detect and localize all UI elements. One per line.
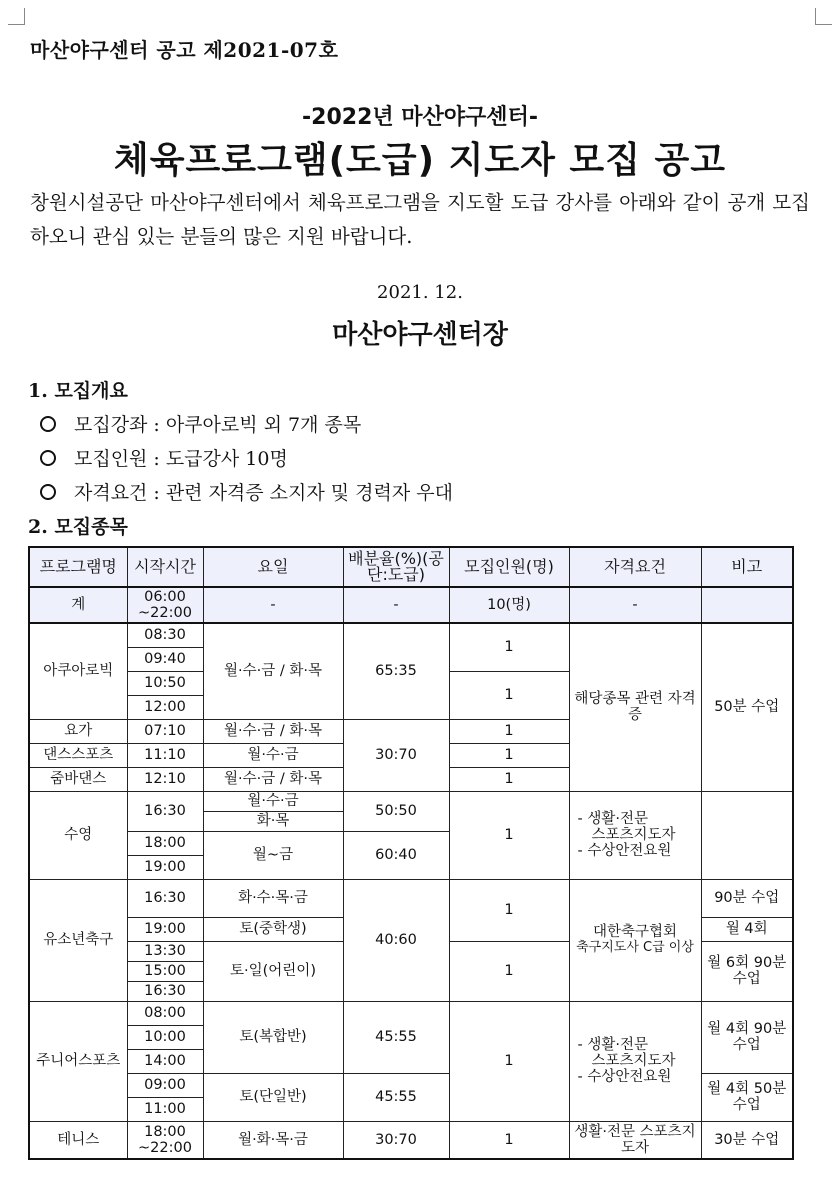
qual: 생활·전문 스포츠지도자 (569, 1121, 701, 1159)
section-programs-title: 2. 모집종목 (28, 516, 128, 538)
table-row (29, 879, 793, 917)
table-row (29, 623, 793, 647)
days: 토(단일반) (203, 1073, 343, 1121)
start-time: 09:00 (127, 1073, 203, 1097)
days: 월·수·금 (203, 743, 343, 767)
start-time: 15:00 (127, 961, 203, 981)
start-time: 11:00 (127, 1097, 203, 1121)
ratio: 30:70 (343, 719, 449, 791)
overview-label: 모집강좌 (74, 414, 148, 436)
ratio: 40:60 (343, 879, 449, 1001)
total-ratio: - (343, 587, 449, 623)
signer: 마산야구센터장 (332, 320, 508, 350)
start-time: 19:00 (127, 855, 203, 879)
start-time: 19:00 (127, 917, 203, 941)
start-time: 12:00 (127, 695, 203, 719)
start-time: 10:00 (127, 1025, 203, 1049)
subtitle: -2022년 마산야구센터- (302, 105, 538, 130)
days: 월·수·금 (203, 791, 343, 811)
ratio: 65:35 (343, 623, 449, 719)
qual-line: 스포츠지도자 (591, 1053, 676, 1069)
ratio: 50:50 (343, 791, 449, 831)
recruit: 1 (449, 879, 569, 941)
note: 월 6회 90분 수업 (701, 941, 793, 1001)
recruit: 1 (449, 623, 569, 671)
days: 토(중학생) (203, 917, 343, 941)
total-qual: - (569, 587, 701, 623)
circle-bullet-icon (40, 416, 56, 432)
start-time: 18:00 ~22:00 (127, 1121, 203, 1159)
ratio: 45:55 (343, 1001, 449, 1073)
qual-line: 스포츠지도자 (591, 827, 676, 843)
overview-value: 관련 자격증 소지자 및 경력자 우대 (165, 482, 453, 504)
qual-line: 축구지도사 C급 이상 (576, 940, 694, 955)
colon: : (153, 448, 160, 470)
qual-line: - 수상안전요원 (577, 1069, 672, 1085)
table-row (29, 791, 793, 811)
note-50: 50분 수업 (701, 623, 793, 791)
days: 화·수·목·금 (203, 879, 343, 917)
start-time: 14:00 (127, 1049, 203, 1073)
overview-item (40, 410, 361, 437)
recruit: 1 (449, 767, 569, 791)
overview-value: 도급강사 10명 (165, 448, 288, 470)
program-yoga: 요가 (29, 719, 127, 743)
start-time: 08:00 (127, 1001, 203, 1025)
colon: : (153, 414, 160, 436)
table-row (29, 1121, 793, 1159)
days: 토(복합반) (203, 1001, 343, 1073)
start-time: 12:10 (127, 767, 203, 791)
overview-value: 아쿠아로빅 외 7개 종목 (165, 414, 362, 436)
recruit: 1 (449, 743, 569, 767)
start-time: 11:10 (127, 743, 203, 767)
qual-junior (569, 1001, 701, 1121)
program-zumba: 줌바댄스 (29, 767, 127, 791)
corner-mark-right (815, 8, 832, 25)
days: 월~금 (203, 831, 343, 879)
days: 월·수·금 / 화·목 (203, 767, 343, 791)
header-qual: 자격요건 (569, 547, 701, 587)
days: 월·수·금 / 화·목 (203, 623, 343, 719)
page-title: 체육프로그램(도급) 지도자 모집 공고 (113, 140, 727, 181)
start-time: 18:00 (127, 831, 203, 855)
overview-item (40, 478, 453, 505)
program-dance: 댄스스포츠 (29, 743, 127, 767)
total-row (29, 587, 793, 623)
note: 90분 수업 (701, 879, 793, 917)
header-program: 프로그램명 (29, 547, 127, 587)
header-days: 요일 (203, 547, 343, 587)
program-table (28, 546, 794, 1160)
overview-item (40, 444, 288, 471)
start-time: 16:30 (127, 791, 203, 831)
start-time: 07:10 (127, 719, 203, 743)
note: 30분 수업 (701, 1121, 793, 1159)
program-aqua: 아쿠아로빅 (29, 623, 127, 719)
recruit: 1 (449, 941, 569, 1001)
total-time: 06:00 ~22:00 (127, 587, 203, 623)
header-note: 비고 (701, 547, 793, 587)
start-time: 16:30 (127, 879, 203, 917)
circle-bullet-icon (40, 484, 56, 500)
section-overview-title: 1. 모집개요 (28, 380, 128, 402)
qual-line: - 수상안전요원 (577, 843, 672, 859)
intro-text: 창원시설공단 마산야구센터에서 체육프로그램을 지도할 도급 강사를 아래와 같이 공개 모집하오니 관심 있는 분들의 많은 지원 바랍니다. (30, 191, 810, 248)
total-recruit: 10(명) (449, 587, 569, 623)
overview-label: 자격요건 (74, 482, 148, 504)
days: 토·일(어린이) (203, 941, 343, 1001)
total-days: - (203, 587, 343, 623)
recruit: 1 (449, 791, 569, 879)
days: 월·화·목·금 (203, 1121, 343, 1159)
total-note (701, 587, 793, 623)
program-swim: 수영 (29, 791, 127, 879)
qual-youth (569, 879, 701, 1001)
program-youth: 유소년축구 (29, 879, 127, 1001)
header-ratio: 배분율(%)(공단:도급) (343, 547, 449, 587)
program-tennis: 테니스 (29, 1121, 127, 1159)
qual-line: 대한축구협회 (592, 924, 678, 940)
start-time: 16:30 (127, 981, 203, 1001)
header-start: 시작시간 (127, 547, 203, 587)
qual-swim (569, 791, 701, 879)
ratio: 45:55 (343, 1073, 449, 1121)
note: 월 4회 (701, 917, 793, 941)
start-time: 13:30 (127, 941, 203, 961)
table-header-row (29, 547, 793, 587)
recruit: 1 (449, 1121, 569, 1159)
note: 월 4회 90분 수업 (701, 1001, 793, 1073)
recruit: 1 (449, 671, 569, 719)
total-label: 계 (29, 587, 127, 623)
note: 월 4회 50분 수업 (701, 1073, 793, 1121)
corner-mark-left (8, 8, 25, 25)
note-swim (701, 791, 793, 879)
start-time: 10:50 (127, 671, 203, 695)
qual-line: - 생활·전문 (577, 1037, 648, 1053)
days: 월·수·금 / 화·목 (203, 719, 343, 743)
colon: : (153, 482, 160, 504)
days: 화·목 (203, 811, 343, 831)
qual-general: 해당종목 관련 자격증 (569, 623, 701, 791)
start-time: 08:30 (127, 623, 203, 647)
recruit: 1 (449, 719, 569, 743)
notice-number: 마산야구센터 공고 제2021-07호 (30, 38, 339, 62)
ratio: 60:40 (343, 831, 449, 879)
notice-date: 2021. 12. (377, 282, 463, 303)
header-recruit: 모집인원(명) (449, 547, 569, 587)
ratio: 30:70 (343, 1121, 449, 1159)
overview-label: 모집인원 (74, 448, 148, 470)
start-time: 09:40 (127, 647, 203, 671)
table-row (29, 1001, 793, 1025)
circle-bullet-icon (40, 450, 56, 466)
recruit: 1 (449, 1001, 569, 1121)
qual-line: - 생활·전문 (577, 811, 648, 827)
program-junior: 주니어스포츠 (29, 1001, 127, 1121)
